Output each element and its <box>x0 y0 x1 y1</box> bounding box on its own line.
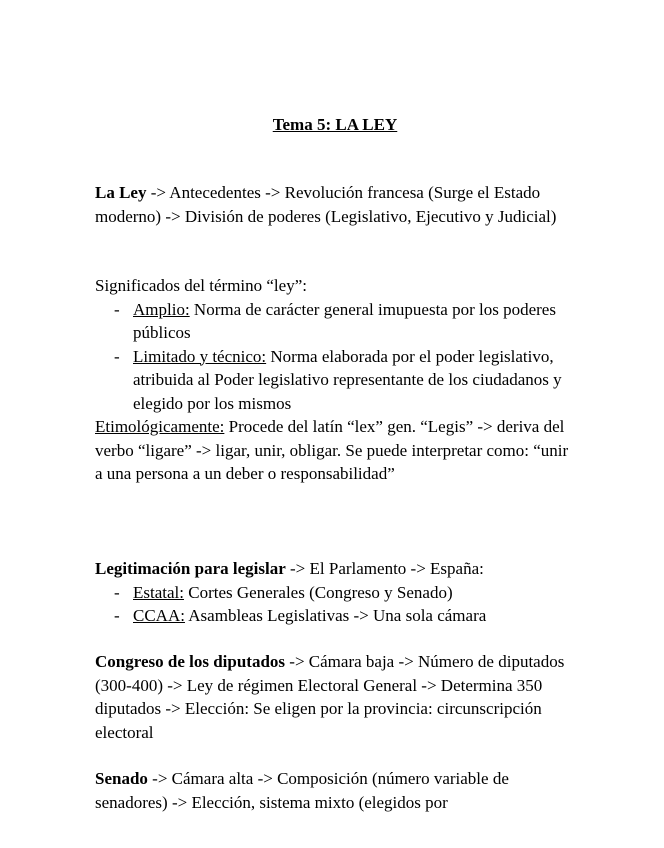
list-item <box>95 298 570 345</box>
senate-paragraph <box>95 767 570 814</box>
senate-text: -> Cámara alta -> Composición (número variable de senadores) -> Elección, sistema mixto (elegidos por <box>95 769 509 812</box>
legitimation-list <box>95 581 570 628</box>
intro-text: -> Antecedentes -> Revolución francesa (Surge el Estado moderno) -> División de poderes (Legislativo, Ejecutivo y Judicial) <box>95 183 557 226</box>
legitimation-section <box>95 557 570 628</box>
legitimation-item-text: Cortes Generales (Congreso y Senado) <box>183 582 453 602</box>
legitimation-label: CCAA: <box>133 606 185 625</box>
legitimation-text: -> El Parlamento -> España: <box>285 559 484 578</box>
legitimation-paragraph <box>95 557 570 581</box>
document-title: Tema 5: LA LEY <box>272 115 398 134</box>
congress-text: -> Cámara baja -> Número de diputados (300-400) -> Ley de régimen Electoral General -> Determina 350 diputados -> Elección: Se eligen por la provincia: circunscripción electoral <box>95 652 565 742</box>
etymology-text: Procede del latín “lex” gen. “Legis” -> deriva del verbo “ligare” -> ligar, unir, obligar. Se puede interpretar como: “unir a una persona a un deber o responsabilidad” <box>95 417 569 483</box>
intro-term: La Ley <box>95 183 147 202</box>
list-item <box>95 581 570 605</box>
list-item <box>95 604 570 628</box>
meaning-text: Norma elaborada por el poder legislativo, atribuida al Poder legislativo representante de los ciudadanos y elegido por los mismos <box>133 346 562 413</box>
legitimation-term: Legitimación para legislar <box>95 559 286 578</box>
legitimation-item-text: Asambleas Legislativas -> Una sola cámara <box>184 606 487 625</box>
meanings-list <box>95 298 570 416</box>
congress-paragraph <box>95 650 570 744</box>
meanings-heading: Significados del término “ley”: <box>95 276 307 295</box>
meaning-label: Limitado y técnico: <box>133 346 267 366</box>
meaning-label: Amplio: <box>133 299 190 319</box>
congress-term: Congreso de los diputados <box>95 652 286 671</box>
etymology-paragraph <box>95 415 570 486</box>
etymology-label: Etimológicamente: <box>95 417 225 436</box>
senate-term: Senado <box>95 769 148 788</box>
meanings-section <box>95 274 570 486</box>
legitimation-label: Estatal: <box>133 582 184 602</box>
intro-paragraph <box>95 181 570 228</box>
meaning-text: Norma de carácter general imupuesta por los poderes públicos <box>133 299 556 342</box>
list-item <box>95 345 570 416</box>
